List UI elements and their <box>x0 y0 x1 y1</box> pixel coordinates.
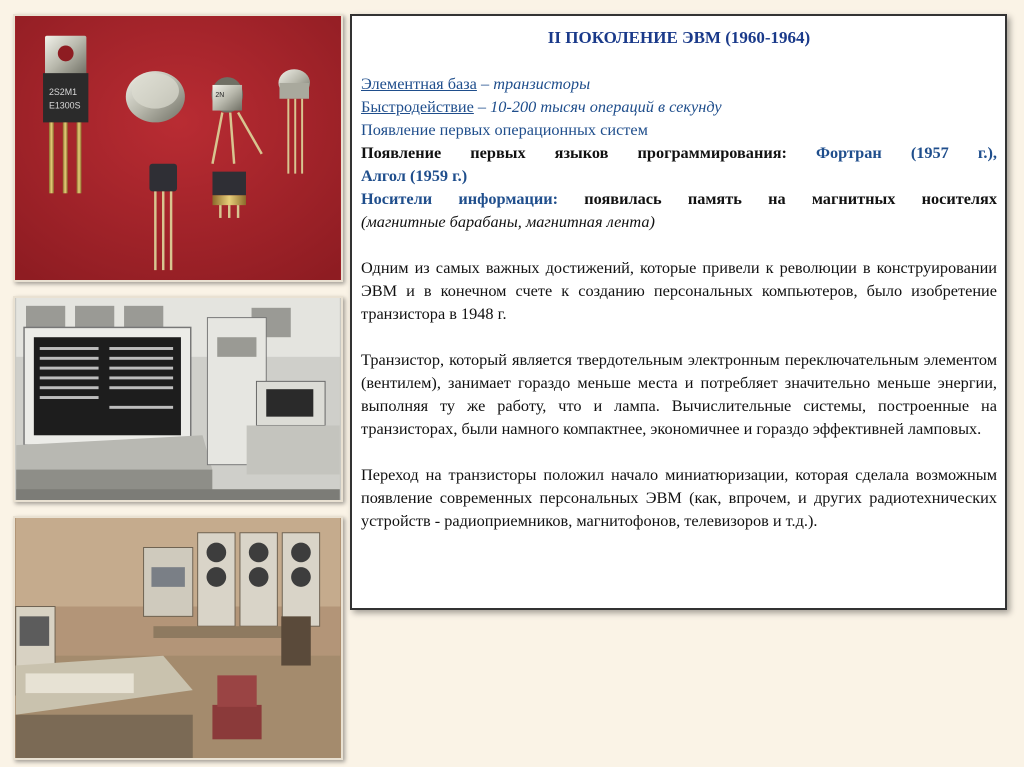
languages-value-2: Алгол (1959 г.) <box>361 166 468 185</box>
transistors-photo <box>13 14 343 282</box>
fact-media <box>361 187 997 210</box>
paragraph-transistor: Транзистор, который является твердотельным электронным переключательным элементом (вентилем), занимает гораздо меньше места и потребляет значительно меньше энергии, выполняя ту же работу, что и лампа. Вычислительные системы, построенные на транзисторах, были намного компактнее, экономичнее и гораздо эффективней ламповых. <box>361 350 997 438</box>
element-base-label: Элементная база <box>361 74 477 93</box>
text-panel <box>350 14 1007 610</box>
transistors-illustration <box>15 16 341 280</box>
svg-text:2N: 2N <box>215 91 225 99</box>
languages-value-1: Фортран (1957 г.), <box>816 143 997 162</box>
fact-os: Появление первых операционных систем <box>361 120 648 139</box>
page-title: II ПОКОЛЕНИЕ ЭВМ (1960-1964) <box>547 28 811 47</box>
media-value: появилась память на магнитных носителях <box>584 189 998 208</box>
computer-room-photo <box>13 516 343 760</box>
computer-console-photo <box>13 296 343 502</box>
computer-console-illustration <box>15 298 341 500</box>
svg-text:E1300S: E1300S <box>48 100 81 111</box>
svg-text:2S2M1: 2S2M1 <box>48 86 78 97</box>
computer-room-illustration <box>15 518 341 758</box>
speed-label: Быстродействие <box>361 97 474 116</box>
languages-label: Появление первых языков программирования: <box>361 143 817 162</box>
fact-languages <box>361 141 997 164</box>
element-base-value: – транзисторы <box>476 74 591 93</box>
media-label: Носители информации: <box>361 189 585 208</box>
paragraph-invention: Одним из самых важных достижений, которые привели к революции в конструировании ЭВМ и в конечном счете к созданию персональных компьютеров, было изобретение транзистора в 1948 г. <box>361 258 997 323</box>
speed-value: – 10-200 тысяч операций в секунду <box>473 97 722 116</box>
fact-speed <box>361 95 997 118</box>
fact-element-base <box>361 72 997 95</box>
media-note: (магнитные барабаны, магнитная лента) <box>361 212 655 231</box>
paragraph-miniaturization: Переход на транзисторы положил начало миниатюризации, которая сделала возможным появление современных персональных ЭВМ (как, впрочем, и других радиотехнических устройств - радиоприемников, магнитофонов, телевизоров и т.д.). <box>361 465 997 530</box>
